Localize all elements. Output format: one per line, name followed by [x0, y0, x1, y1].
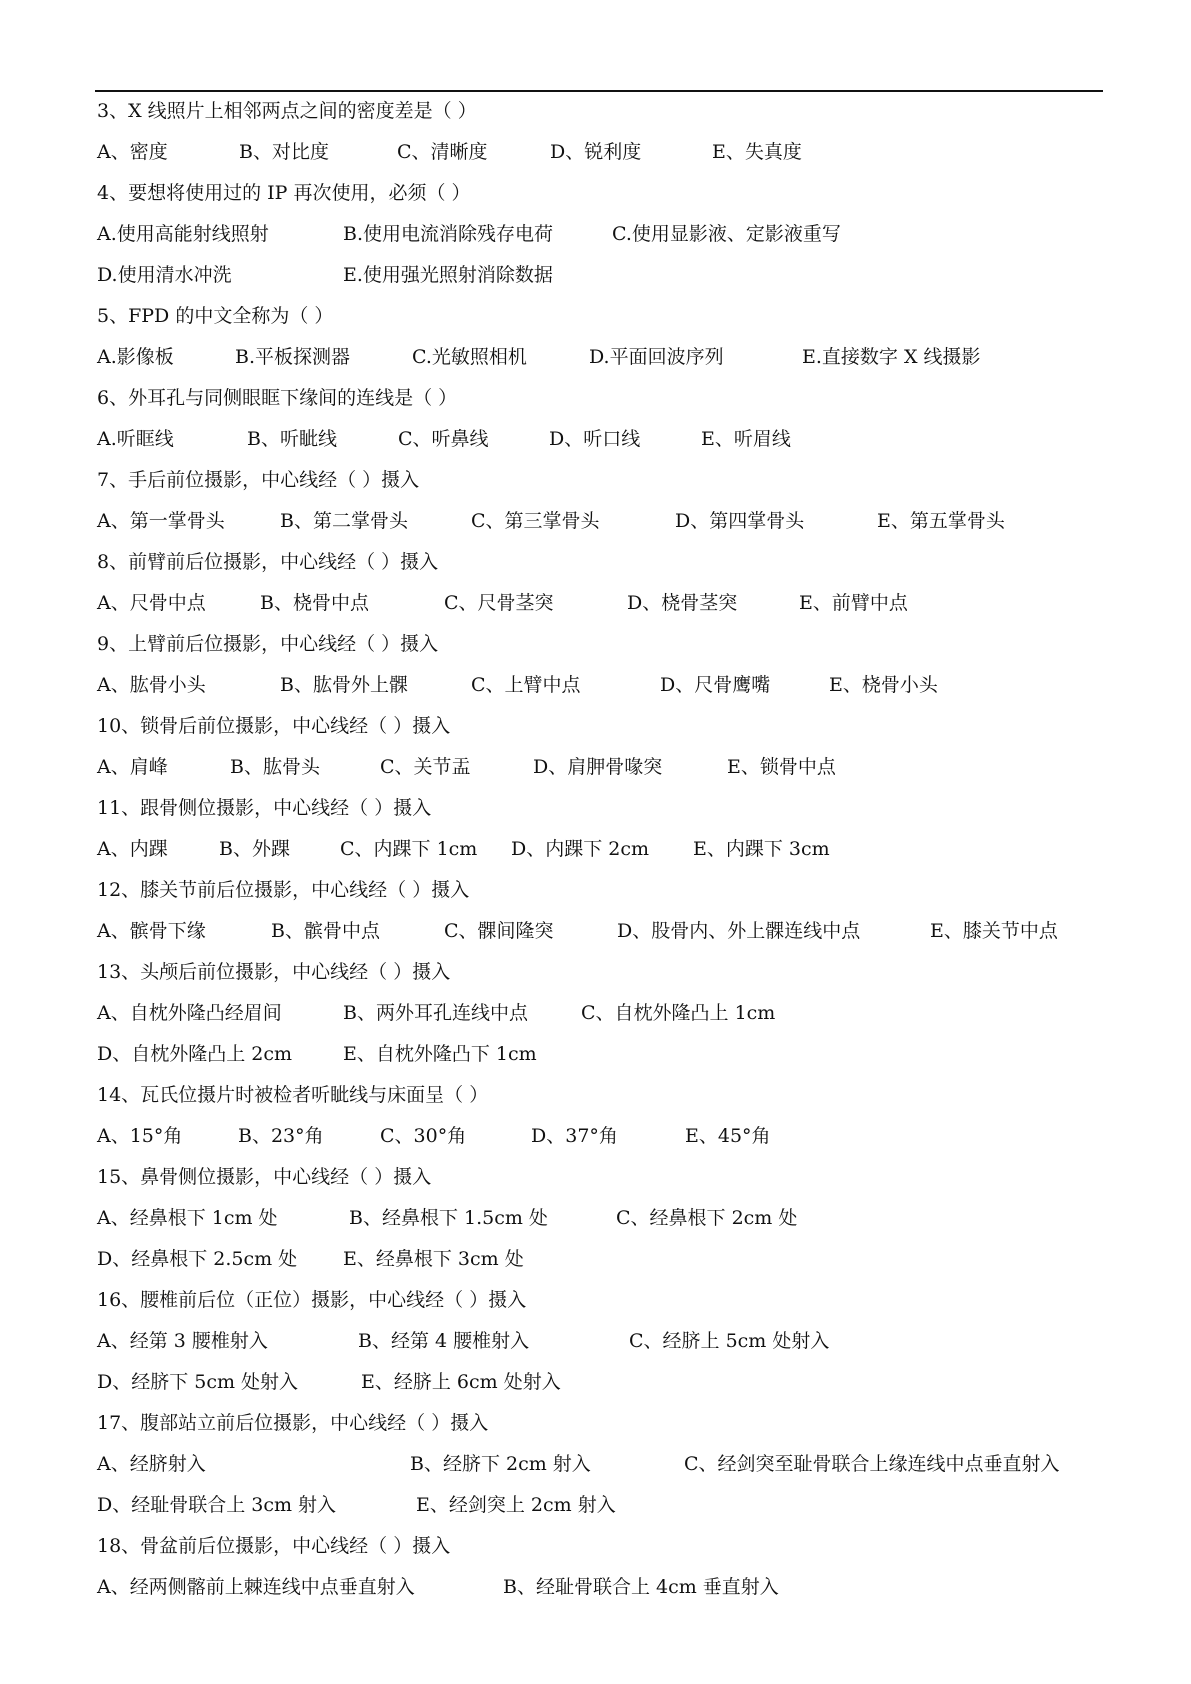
options-line — [97, 1485, 1103, 1526]
answer-option: A、肱骨小头 — [97, 674, 206, 696]
answer-option: B.平板探测器 — [235, 346, 351, 368]
question-list — [97, 91, 1103, 1608]
options-line — [97, 829, 1103, 870]
answer-option: A、髌骨下缘 — [97, 920, 206, 942]
answer-option: C、30°角 — [380, 1125, 467, 1147]
question-stem: 9、上臂前后位摄影，中心线经（ ）摄入 — [97, 633, 439, 655]
options-line — [97, 1567, 1103, 1608]
question-stem: 11、跟骨侧位摄影，中心线经（ ）摄入 — [97, 797, 432, 819]
answer-option: E、45°角 — [685, 1125, 771, 1147]
answer-option: C、关节盂 — [380, 756, 471, 778]
answer-option: A.使用高能射线照射 — [97, 223, 269, 245]
answer-option: D、桡骨茎突 — [627, 592, 738, 614]
answer-option: B、外踝 — [219, 838, 290, 860]
answer-option: B、听眦线 — [247, 428, 337, 450]
answer-option: D、听口线 — [549, 428, 641, 450]
options-line — [97, 132, 1103, 173]
answer-option: A、密度 — [97, 141, 168, 163]
answer-option: E、第五掌骨头 — [877, 510, 1005, 532]
answer-option: C.使用显影液、定影液重写 — [612, 223, 841, 245]
answer-option: B、经耻骨联合上 4cm 垂直射入 — [503, 1576, 779, 1598]
answer-option: B、肱骨外上髁 — [280, 674, 408, 696]
options-line — [97, 1444, 1103, 1485]
options-line — [97, 1034, 1103, 1075]
options-line — [97, 337, 1103, 378]
answer-option: D、锐利度 — [550, 141, 642, 163]
answer-option: A、经第 3 腰椎射入 — [97, 1330, 268, 1352]
answer-option: B、经脐下 2cm 射入 — [410, 1453, 591, 1475]
answer-option: E.直接数字 X 线摄影 — [802, 346, 981, 368]
answer-option: E、经剑突上 2cm 射入 — [416, 1494, 616, 1516]
answer-option: E、前臂中点 — [799, 592, 908, 614]
answer-option: D、自枕外隆凸上 2cm — [97, 1043, 293, 1065]
answer-option: B、两外耳孔连线中点 — [343, 1002, 528, 1024]
answer-option: B、第二掌骨头 — [280, 510, 408, 532]
answer-option: B、肱骨头 — [230, 756, 320, 778]
answer-option: E、锁骨中点 — [727, 756, 836, 778]
answer-option: E、膝关节中点 — [930, 920, 1058, 942]
answer-option: E、桡骨小头 — [829, 674, 938, 696]
answer-option: E、经脐上 6cm 处射入 — [361, 1371, 561, 1393]
question-stem: 4、要想将使用过的 IP 再次使用，必须（ ） — [97, 182, 471, 204]
answer-option: D.使用清水冲洗 — [97, 264, 232, 286]
answer-option: B、桡骨中点 — [260, 592, 369, 614]
question-stem: 8、前臂前后位摄影，中心线经（ ）摄入 — [97, 551, 439, 573]
question-stem: 3、X 线照片上相邻两点之间的密度差是（ ） — [97, 100, 477, 122]
answer-option: C、上臂中点 — [471, 674, 581, 696]
answer-option: B、23°角 — [238, 1125, 324, 1147]
options-line — [97, 255, 1103, 296]
question-stem: 16、腰椎前后位（正位）摄影，中心线经（ ）摄入 — [97, 1289, 527, 1311]
answer-option: C、经剑突至耻骨联合上缘连线中点垂直射入 — [684, 1453, 1060, 1475]
answer-option: A、内踝 — [97, 838, 168, 860]
answer-option: A、第一掌骨头 — [97, 510, 225, 532]
question-stem: 6、外耳孔与同侧眼眶下缘间的连线是（ ） — [97, 387, 458, 409]
options-line — [97, 583, 1103, 624]
question-stem: 12、膝关节前后位摄影，中心线经（ ）摄入 — [97, 879, 470, 901]
answer-option: D、肩胛骨喙突 — [533, 756, 663, 778]
answer-option: D、第四掌骨头 — [675, 510, 805, 532]
answer-option: C、经脐上 5cm 处射入 — [629, 1330, 830, 1352]
question-stem: 18、骨盆前后位摄影，中心线经（ ）摄入 — [97, 1535, 451, 1557]
question-stem: 13、头颅后前位摄影，中心线经（ ）摄入 — [97, 961, 451, 983]
answer-option: D、尺骨鹰嘴 — [660, 674, 771, 696]
answer-option: C、第三掌骨头 — [471, 510, 600, 532]
answer-option: C.光敏照相机 — [412, 346, 527, 368]
answer-option: A、15°角 — [97, 1125, 183, 1147]
answer-option: E、听眉线 — [701, 428, 791, 450]
answer-option: C、髁间隆突 — [444, 920, 554, 942]
answer-option: E、内踝下 3cm — [693, 838, 830, 860]
answer-option: C、内踝下 1cm — [340, 838, 478, 860]
options-line — [97, 1321, 1103, 1362]
question-stem: 15、鼻骨侧位摄影，中心线经（ ）摄入 — [97, 1166, 432, 1188]
question-stem: 14、瓦氏位摄片时被检者听眦线与床面呈（ ） — [97, 1084, 489, 1106]
answer-option: B、经鼻根下 1.5cm 处 — [349, 1207, 548, 1229]
answer-option: C、清晰度 — [397, 141, 488, 163]
options-line — [97, 665, 1103, 706]
answer-option: A、经两侧髂前上棘连线中点垂直射入 — [97, 1576, 415, 1598]
answer-option: B、对比度 — [239, 141, 329, 163]
answer-option: A、自枕外隆凸经眉间 — [97, 1002, 282, 1024]
answer-option: A.听眶线 — [97, 428, 174, 450]
answer-option: C、经鼻根下 2cm 处 — [616, 1207, 798, 1229]
answer-option: D、经脐下 5cm 处射入 — [97, 1371, 299, 1393]
answer-option: C、尺骨茎突 — [444, 592, 554, 614]
options-line — [97, 419, 1103, 460]
answer-option: A、经鼻根下 1cm 处 — [97, 1207, 278, 1229]
answer-option: A、肩峰 — [97, 756, 168, 778]
answer-option: D、经鼻根下 2.5cm 处 — [97, 1248, 298, 1270]
question-stem: 10、锁骨后前位摄影，中心线经（ ）摄入 — [97, 715, 451, 737]
options-line — [97, 1116, 1103, 1157]
options-line — [97, 1362, 1103, 1403]
question-stem: 5、FPD 的中文全称为（ ） — [97, 305, 334, 327]
options-line — [97, 214, 1103, 255]
answer-option: E、经鼻根下 3cm 处 — [343, 1248, 524, 1270]
answer-option: A、尺骨中点 — [97, 592, 206, 614]
answer-option: E、自枕外隆凸下 1cm — [343, 1043, 537, 1065]
answer-option: C、自枕外隆凸上 1cm — [581, 1002, 776, 1024]
answer-option: D、37°角 — [531, 1125, 618, 1147]
options-line — [97, 501, 1103, 542]
answer-option: E、失真度 — [712, 141, 802, 163]
question-stem: 17、腹部站立前后位摄影，中心线经（ ）摄入 — [97, 1412, 489, 1434]
options-line — [97, 1198, 1103, 1239]
answer-option: B、经第 4 腰椎射入 — [358, 1330, 530, 1352]
answer-option: E.使用强光照射消除数据 — [343, 264, 553, 286]
options-line — [97, 1239, 1103, 1280]
answer-option: A、经脐射入 — [97, 1453, 206, 1475]
answer-option: A.影像板 — [97, 346, 174, 368]
options-line — [97, 911, 1103, 952]
answer-option: D、股骨内、外上髁连线中点 — [617, 920, 861, 942]
options-line — [97, 747, 1103, 788]
answer-option: D.平面回波序列 — [589, 346, 724, 368]
answer-option: C、听鼻线 — [398, 428, 489, 450]
options-line — [97, 993, 1103, 1034]
answer-option: D、经耻骨联合上 3cm 射入 — [97, 1494, 337, 1516]
answer-option: B、髌骨中点 — [271, 920, 380, 942]
answer-option: B.使用电流消除残存电荷 — [343, 223, 554, 245]
answer-option: D、内踝下 2cm — [511, 838, 650, 860]
question-stem: 7、手后前位摄影，中心线经（ ）摄入 — [97, 469, 420, 491]
